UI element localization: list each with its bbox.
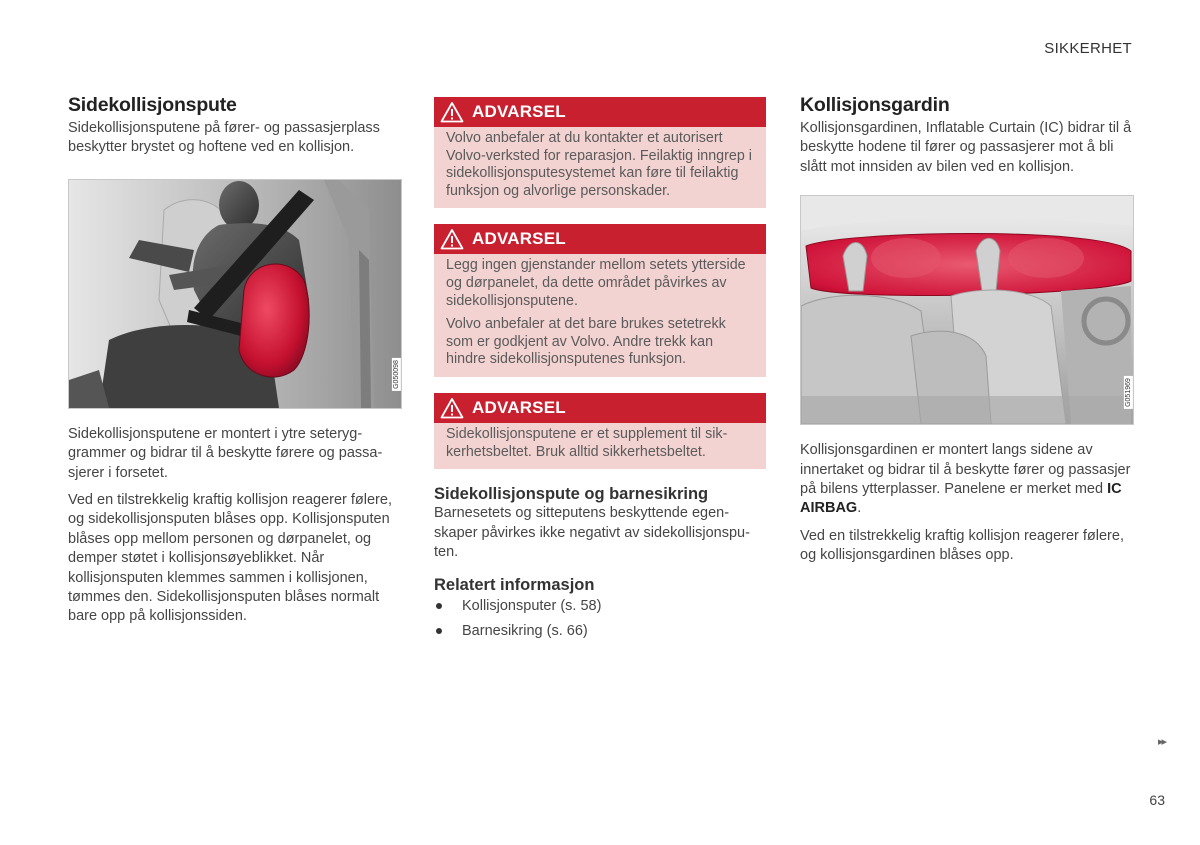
warning-triangle-icon	[440, 228, 464, 250]
image-code: G051969	[1125, 378, 1133, 408]
warning-label: ADVARSEL	[472, 397, 566, 417]
curtain-illustration	[800, 195, 1134, 425]
related-link-text[interactable]: Barnesikring (s. 66)	[462, 623, 588, 640]
bullet-icon	[436, 628, 442, 634]
curtain-title: Kollisjonsgardin	[800, 94, 950, 116]
child-safety-title: Sidekollisjonspute og barnesikring	[434, 485, 709, 504]
bullet-icon	[436, 603, 442, 609]
side-airbag-para2: Ved en tilstrekkelig kraftig kollisjon reagerer følere, og sidekollisjonsputen blåses opp. Kollisjonsputen blåses opp mellom personen og dørpanelet, og demper støtet i kollisjonsøyeblikket. Når kollisjonsputen klemmes sammen i kollisjonen, tømmes den. Sidekollisjonsputen blåses normalt bare opp på kollisjonssiden.	[68, 492, 392, 625]
child-safety-text: Barnesetets og sitteputens beskyttende egenskaper påvirkes ikke negativt av sidekollisjonsputen.	[434, 505, 750, 560]
side-airbag-intro: Sidekollisjonsputene på fører- og passasjerplass beskytter brystet og hoftene ved en kollisjon.	[68, 120, 380, 156]
warning-box	[434, 393, 766, 469]
curtain-para2: Ved en tilstrekkelig kraftig kollisjon reagerer følere, og kollisjonsgardinen blåses opp.	[800, 527, 1124, 564]
side-airbag-drawing	[69, 180, 401, 408]
curtain-para1	[800, 441, 1134, 519]
related-link[interactable]	[434, 622, 766, 641]
warning-triangle-icon	[440, 397, 464, 419]
related-info-list	[434, 597, 766, 641]
side-airbag-para1: Sidekollisjonsputene er montert i ytre seteryggrammer og bidrar til å beskytte førere og passasjerer i forsetet.	[68, 425, 383, 481]
curtain-para1-end: .	[857, 500, 862, 517]
related-info-title: Relatert informasjon	[434, 576, 595, 595]
ic-airbag-label: IC AIRBAG	[800, 481, 1122, 517]
warning-header	[434, 393, 766, 423]
warning-text: Volvo anbefaler at det bare brukes setetrekk som er godkjent av Volvo. Andre trekk kan hindre sidekollisjonsputenes funksjon.	[446, 316, 726, 368]
warning-triangle-icon	[440, 101, 464, 123]
related-link[interactable]	[434, 597, 766, 616]
warning-header	[434, 97, 766, 127]
warning-text: Legg ingen gjenstander mellom setets ytterside og dørpanelet, da dette området påvirkes av sidekollisjonsputene.	[446, 257, 746, 309]
warning-label: ADVARSEL	[472, 229, 566, 249]
column-side-airbag	[68, 94, 402, 627]
warning-text: Volvo anbefaler at du kontakter et autorisert Volvo-verksted for reparasjon. Feilaktig inngrep i sidekollisjonsputesystemet kan føre til feilaktig funksjon og alvorlige personskader.	[446, 130, 752, 199]
curtain-para1-text: Kollisjonsgardinen er montert langs sidene av innertaket og bidrar til å beskytte fører og passasjer på bilens ytterplasser. Panelene er merket med	[800, 442, 1131, 498]
column-curtain	[800, 94, 1134, 566]
column-warnings	[434, 97, 766, 647]
warning-body	[434, 254, 766, 377]
warning-body	[434, 127, 766, 208]
warning-label: ADVARSEL	[472, 102, 566, 121]
warning-box	[434, 224, 766, 377]
image-code: G050098	[393, 359, 401, 389]
warning-box	[434, 97, 766, 208]
warning-text: Sidekollisjonsputene er et supplement til sikkerhetsbeltet. Bruk alltid sikkerhetsbeltet.	[446, 425, 728, 460]
section-header: SIKKERHET	[1044, 40, 1132, 57]
related-link-text[interactable]: Kollisjonsputer (s. 58)	[462, 598, 602, 615]
curtain-intro: Kollisjonsgardinen, Inflatable Curtain (IC) bidrar til å beskytte hodene til fører og passasjerer mot å bli slått mot innsiden av bilen ved en kollisjon.	[800, 120, 1132, 175]
warning-header	[434, 224, 766, 254]
page-number: 63	[1149, 792, 1165, 808]
side-airbag-illustration	[68, 179, 402, 409]
side-airbag-title: Sidekollisjonspute	[68, 94, 237, 116]
next-page-icon: ▸▸	[1157, 736, 1165, 748]
curtain-drawing	[801, 196, 1133, 424]
warning-body	[434, 423, 766, 469]
